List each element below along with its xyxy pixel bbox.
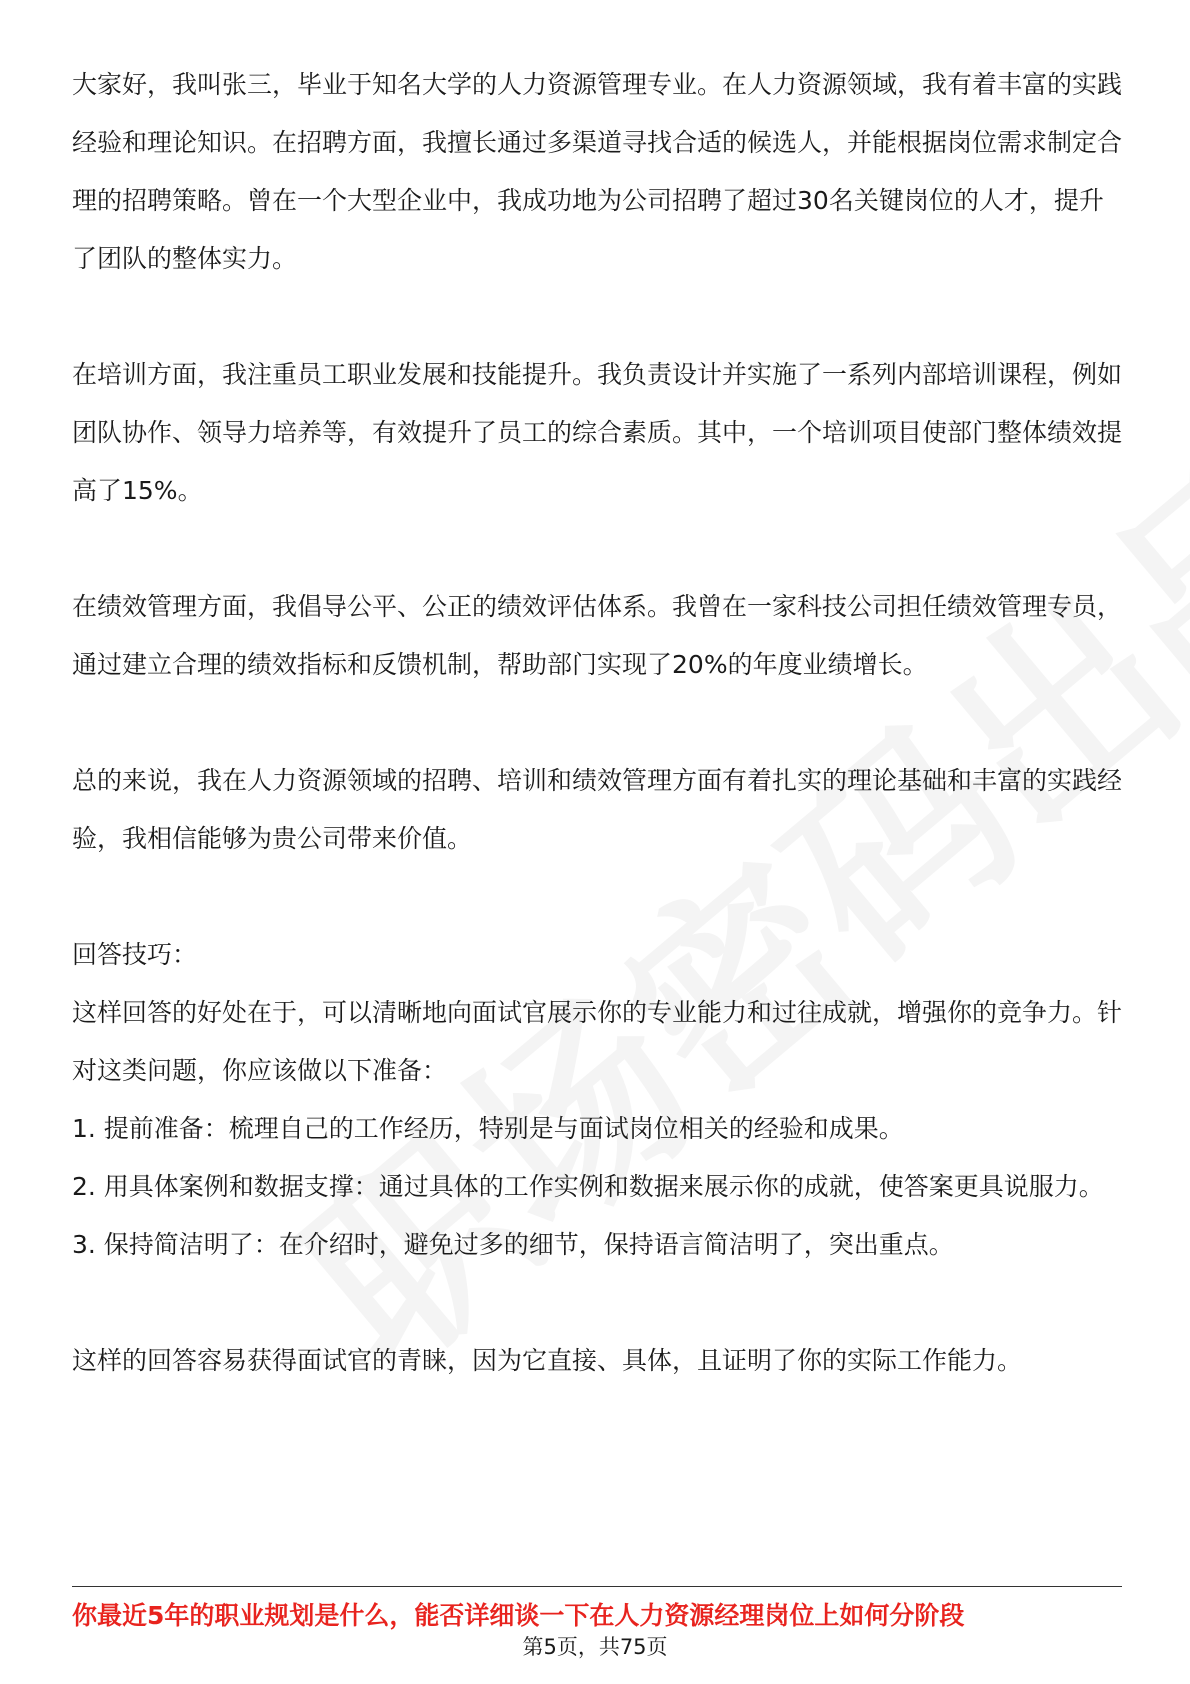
tips-conclusion: 这样的回答容易获得面试官的青睐，因为它直接、具体，且证明了你的实际工作能力。 [72,1346,1023,1375]
tips-item-2: 2. 用具体案例和数据支撑：通过具体的工作实例和数据来展示你的成就，使答案更具说服力。 [72,1172,1104,1201]
paragraph-training: 在培训方面，我注重员工职业发展和技能提升。我负责设计并实施了一系列内部培训课程，例如团队协作、领导力培养等，有效提升了员工的综合素质。其中，一个培训项目使部门整体绩效提高了15%。 [72,360,1123,505]
tips-item-1: 1. 提前准备：梳理自己的工作经历，特别是与面试岗位相关的经验和成果。 [72,1114,904,1143]
paragraph-gap [72,868,1122,926]
tips-heading: 回答技巧： [72,940,198,969]
tips-item-3: 3. 保持简洁明了：在介绍时，避免过多的细节，保持语言简洁明了，突出重点。 [72,1230,954,1259]
paragraph-gap [72,520,1122,578]
paragraph-gap [72,288,1122,346]
paragraph-summary: 总的来说，我在人力资源领域的招聘、培训和绩效管理方面有着扎实的理论基础和丰富的实践经验，我相信能够为贵公司带来价值。 [72,766,1123,853]
section-divider [72,1586,1122,1587]
tips-intro: 这样回答的好处在于，可以清晰地向面试官展示你的专业能力和过往成就，增强你的竞争力。针对这类问题，你应该做以下准备： [72,998,1123,1085]
paragraph-gap [72,694,1122,752]
paragraph-performance: 在绩效管理方面，我倡导公平、公正的绩效评估体系。我曾在一家科技公司担任绩效管理专员，通过建立合理的绩效指标和反馈机制，帮助部门实现了20%的年度业绩增长。 [72,592,1123,679]
next-question-heading: 你最近5年的职业规划是什么，能否详细谈一下在人力资源经理岗位上如何分阶段 [72,1601,965,1630]
page-content [72,56,1122,1390]
page-number: 第5页，共75页 [522,1635,668,1659]
paragraph-gap [72,1274,1122,1332]
paragraph-intro: 大家好，我叫张三，毕业于知名大学的人力资源管理专业。在人力资源领域，我有着丰富的实践经验和理论知识。在招聘方面，我擅长通过多渠道寻找合适的候选人，并能根据岗位需求制定合理的招聘策略。曾在一个大型企业中，我成功地为公司招聘了超过30名关键岗位的人才，提升了团队的整体实力。 [72,70,1123,273]
